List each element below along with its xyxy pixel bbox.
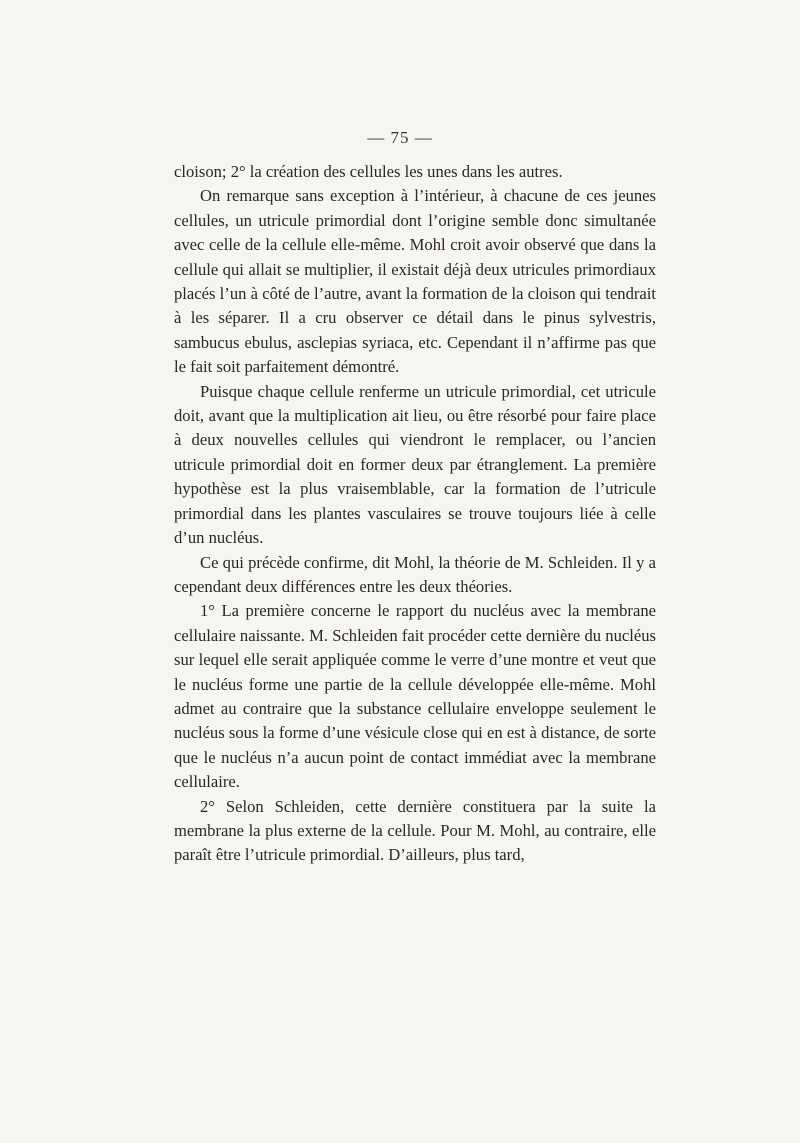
- paragraph-6: 2° Selon Schleiden, cette dernière constituera par la suite la membrane la plus externe de la cellule. Pour M. Mohl, au contraire, elle paraît être l’utricule primordial. D’ailleurs, plus tard,: [174, 796, 656, 865]
- paragraph-4: Ce qui précède confirme, dit Mohl, la théorie de M. Schleiden. Il y a cependant deux différences entre les deux théories.: [174, 552, 656, 596]
- paragraph-2: On remarque sans exception à l’intérieur, à chacune de ces jeunes cellules, un utricule primordial dont l’origine semble donc simultanée avec celle de la cellule elle-même. Mohl croit avoir observé que dans la cellule qui allait se multiplier, il existait déjà deux utricules primordiaux placés l’un à côté de l’autre, avant la formation de la cloison qui tendrait à les séparer. Il a cru observer ce détail dans le pinus sylvestris, sambucus ebulus, asclepias syriaca, etc. Cependant il n’affirme pas que le fait soit parfaitement démontré.: [174, 186, 656, 377]
- paragraph-1: cloison; 2° la création des cellules les unes dans les autres.: [174, 162, 563, 181]
- paragraph-5: 1° La première concerne le rapport du nucléus avec la membrane cellulaire naissante. M. Schleiden fait procéder cette dernière du nucléus sur lequel elle serait appliquée comme le verre d’une montre et veut que le nucléus forme une partie de la cellule développée elle-même. Mohl admet au contraire que la substance cellulaire enveloppe seulement le nucléus sous la forme d’une vésicule close qui en est à distance, de sorte que le nucléus n’a aucun point de contact immédiat avec la membrane cellulaire.: [174, 601, 656, 792]
- body-text: [174, 160, 656, 868]
- page-number: — 75 —: [367, 128, 433, 147]
- paragraph-3: Puisque chaque cellule renferme un utricule primordial, cet utricule doit, avant que la multiplication ait lieu, ou être résorbé pour faire place à deux nouvelles cellules qui viendront le remplacer, ou l’ancien utricule primordial doit en former deux par étranglement. La première hypothèse est la plus vraisemblable, car la formation de l’utricule primordial dans les plantes vasculaires se trouve toujours liée à celle d’un nucléus.: [174, 381, 656, 548]
